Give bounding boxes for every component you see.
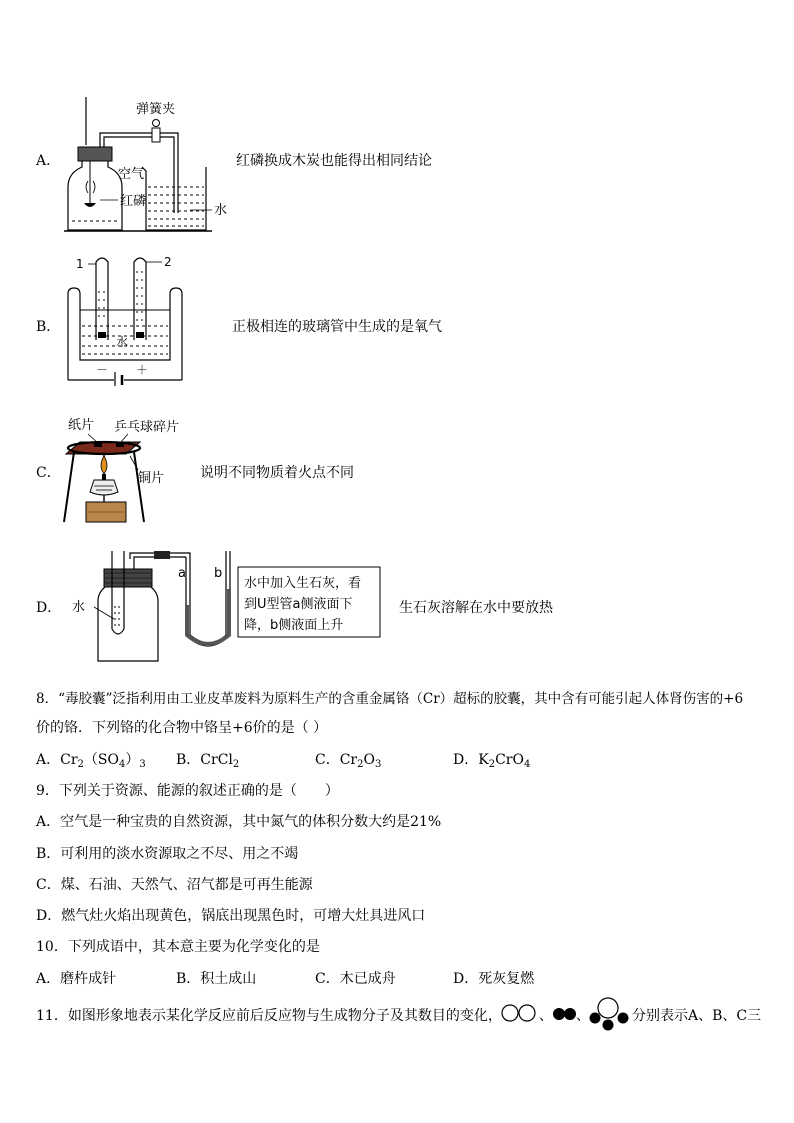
q10-choice-d[interactable]: D．死灰复燃 [453, 971, 535, 987]
q10-choice-b[interactable]: B．积土成山 [176, 971, 257, 987]
q8-choice-a[interactable] [36, 749, 146, 769]
q9-choice-a[interactable]: A．空气是一种宝贵的自然资源，其中氮气的体积分数大约是21% [36, 814, 442, 830]
q8-a-part2: （SO [83, 752, 119, 768]
option-c-conclusion: 说明不同物质着火点不同 [200, 465, 354, 481]
label-water: 水 [116, 335, 129, 349]
q8-b-sub1: 2 [232, 759, 240, 770]
option-b-conclusion: 正极相连的玻璃管中生成的是氧气 [232, 319, 442, 335]
option-a-figure [60, 95, 240, 237]
q8-choice-d[interactable] [453, 749, 530, 769]
q8-a-sub3: 3 [139, 759, 146, 770]
q11-stem-part1: 11．如图形象地表示某化学反应前后反应物与生成物分子及其数目的变化， [36, 1008, 502, 1024]
q8-d-sub1: 2 [488, 759, 496, 770]
q8-stem-line-2: 价的铬．下列铬的化合物中铬呈+6价的是（ ） [36, 720, 328, 736]
label-paper: 纸片 [68, 418, 95, 433]
q11-separator-1: 、 [539, 1008, 553, 1024]
q8-a-sub1: 2 [77, 759, 84, 770]
q9-choice-b[interactable]: B．可利用的淡水资源取之不尽、用之不竭 [36, 846, 299, 862]
box-line-3: 降，b侧液面上升 [244, 618, 344, 633]
label-plus: ＋ [136, 363, 149, 377]
q11-stem-part2: 分别表示A、B、C三 [632, 1008, 762, 1024]
q8-c-part2: O [363, 752, 375, 768]
label-water: 水 [214, 203, 228, 218]
q10-choice-c[interactable]: C．木已成舟 [315, 971, 396, 987]
option-d-conclusion: 生石灰溶解在水中要放热 [399, 600, 553, 616]
q8-choice-b[interactable] [176, 749, 239, 769]
label-pingpong: 乒乓球碎片 [114, 420, 180, 435]
label-air: 空气 [118, 167, 145, 182]
q8-b-part1: B．CrCl [176, 752, 233, 768]
option-a-letter: A． [36, 153, 61, 169]
molecule-b-icon [552, 1006, 578, 1022]
q8-d-sub2: 4 [523, 759, 531, 770]
option-b-figure [60, 248, 190, 386]
q8-stem-line-1: 8．“毒胶囊”泛指利用由工业皮革废料为原料生产的含重金属铬（Cr）超标的胶囊，其中含有可能引起人体肾伤害的+6 [36, 691, 744, 707]
label-tube-1: 1 [76, 257, 84, 271]
box-line-2: 到U型管a侧液面下 [244, 597, 353, 612]
q8-d-part2: CrO [495, 752, 524, 768]
q8-c-part1: C．Cr [315, 752, 358, 768]
option-c-letter: C． [36, 465, 61, 481]
label-copper: 铜片 [138, 471, 165, 486]
q9-choice-c[interactable]: C．煤、石油、天然气、沼气都是可再生能源 [36, 877, 313, 893]
molecule-a-icon [500, 1003, 540, 1023]
label-water: 水 [72, 600, 86, 615]
q8-c-sub1: 2 [357, 759, 364, 770]
box-line-1: 水中加入生石灰，看 [244, 576, 362, 591]
q8-a-part3: ） [125, 752, 140, 768]
label-b: b [214, 566, 223, 581]
molecule-c-icon [588, 996, 632, 1032]
q8-choice-c[interactable] [315, 749, 381, 769]
q8-d-part1: D．K [453, 752, 489, 768]
label-clip: 弹簧夹 [136, 102, 176, 117]
q9-stem: 9．下列关于资源、能源的叙述正确的是（ ） [36, 783, 339, 799]
label-red-phosphorus: 红磷 [120, 194, 147, 209]
q10-stem: 10．下列成语中，其本意主要为化学变化的是 [36, 939, 320, 955]
q8-c-sub2: 3 [374, 759, 382, 770]
q8-a-part1: A．Cr [36, 752, 78, 768]
q8-a-sub2: 4 [118, 759, 126, 770]
option-b-letter: B． [36, 319, 61, 335]
label-tube-2: 2 [164, 255, 172, 269]
label-minus: － [96, 363, 109, 377]
q10-choice-a[interactable]: A．磨杵成针 [36, 971, 117, 987]
option-d-figure [68, 545, 388, 667]
option-a-conclusion: 红磷换成木炭也能得出相同结论 [236, 153, 432, 169]
label-a: a [178, 566, 186, 581]
option-d-letter: D． [36, 600, 62, 616]
option-c-figure [58, 412, 198, 532]
q11-separator-2: 、 [576, 1008, 590, 1024]
q9-choice-d[interactable]: D．燃气灶火焰出现黄色，锅底出现黑色时，可增大灶具进风口 [36, 908, 426, 924]
